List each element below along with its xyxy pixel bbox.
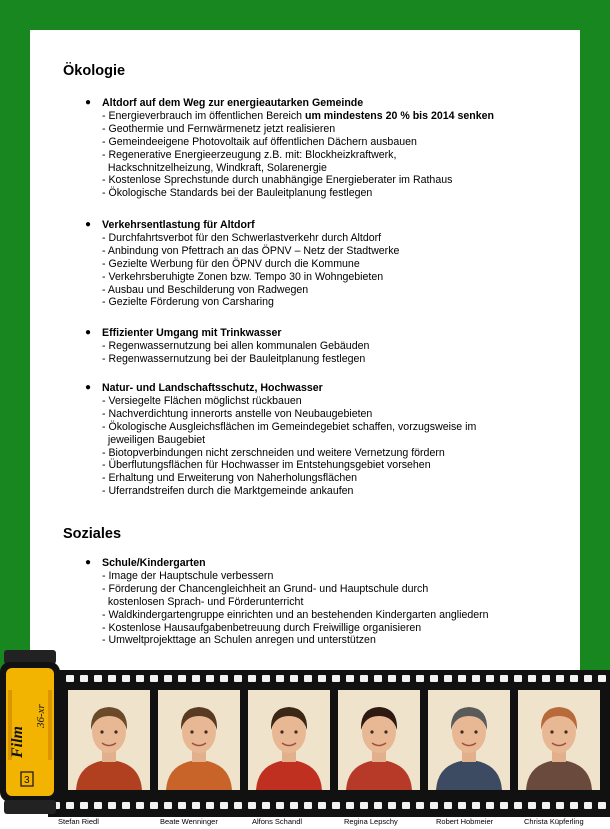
portrait-captions — [0, 817, 610, 829]
perforation-hole — [178, 802, 186, 809]
list-item: - Erhaltung und Erweiterung von Naherholungsflächen — [102, 472, 358, 485]
perforation-hole — [500, 802, 508, 809]
perforation-hole — [402, 675, 410, 682]
perforation-hole — [192, 802, 200, 809]
perforation-hole — [248, 675, 256, 682]
perforation-hole — [248, 802, 256, 809]
perforation-hole — [66, 675, 74, 682]
perforation-hole — [388, 802, 396, 809]
perforation-hole — [136, 802, 144, 809]
list-item: - Gezielte Förderung von Carsharing — [102, 296, 274, 309]
perforation-hole — [542, 802, 550, 809]
list-item: - Energieverbrauch im öffentlichen Bereich um mindestens 20 % bis 2014 senken — [102, 109, 494, 122]
perforation-hole — [94, 675, 102, 682]
topic-heading: Natur- und Landschaftsschutz, Hochwasser — [102, 382, 323, 394]
perforation-hole — [584, 802, 592, 809]
perforation-hole — [276, 802, 284, 809]
perforation-hole — [108, 675, 116, 682]
perforation-hole — [290, 802, 298, 809]
perforation-hole — [94, 802, 102, 809]
bullet-icon: ● — [85, 382, 92, 393]
perforation-hole — [276, 675, 284, 682]
portrait-photo — [248, 690, 330, 790]
perforation-hole — [430, 802, 438, 809]
list-item: Hackschnitzelheizung, Windkraft, Solarenergie — [102, 161, 327, 174]
perforation-hole — [108, 802, 116, 809]
bullet-icon: ● — [85, 557, 92, 568]
portrait-photo — [68, 690, 150, 790]
list-item: - Überflutungsflächen für Hochwasser im Entstehungsgebiet vorsehen — [102, 459, 431, 472]
portrait-name: Alfons Schandl — [252, 817, 303, 826]
topic-heading: Effizienter Umgang mit Trinkwasser — [102, 327, 282, 339]
perforation-hole — [122, 802, 130, 809]
topic-heading: Schule/Kindergarten — [102, 557, 206, 569]
perforation-hole — [66, 802, 74, 809]
perforation-hole — [346, 802, 354, 809]
film-cassette-icon — [0, 650, 62, 815]
film-perforation-top — [48, 674, 610, 684]
perforation-hole — [374, 802, 382, 809]
portrait-photo — [518, 690, 600, 790]
perforation-hole — [318, 802, 326, 809]
portrait-name: Stefan Riedl — [58, 817, 99, 826]
list-item: - Verkehrsberuhigte Zonen bzw. Tempo 30 in Wohngebieten — [102, 270, 384, 283]
perforation-hole — [374, 675, 382, 682]
topic-heading: Verkehrsentlastung für Altdorf — [102, 219, 255, 231]
perforation-hole — [416, 802, 424, 809]
list-item: - Ökologische Standards bei der Bauleitplanung festlegen — [102, 187, 373, 200]
list-item: - Nachverdichtung innerorts anstelle von Neubaugebieten — [102, 407, 373, 420]
perforation-hole — [584, 675, 592, 682]
section-title-soziales: Soziales — [63, 526, 122, 542]
list-item: - Förderung der Chancengleichheit an Grund- und Hauptschule durch — [102, 582, 429, 595]
portrait-name: Robert Hobmeier — [436, 817, 494, 826]
film-perforation-bottom — [48, 801, 610, 811]
list-item: - Kostenlose Sprechstunde durch unabhängige Energieberater im Rathaus — [102, 174, 453, 187]
cassette-label: Film — [9, 725, 26, 758]
perforation-hole — [290, 675, 298, 682]
perforation-hole — [500, 675, 508, 682]
perforation-hole — [528, 675, 536, 682]
perforation-hole — [458, 675, 466, 682]
perforation-hole — [444, 675, 452, 682]
perforation-hole — [206, 675, 214, 682]
perforation-hole — [164, 802, 172, 809]
portrait-name: Christa Küpferling — [524, 817, 584, 826]
perforation-hole — [318, 675, 326, 682]
perforation-hole — [262, 675, 270, 682]
list-item: - Waldkindergartengruppe einrichten und an bestehenden Kindergarten angliedern — [102, 608, 489, 621]
cassette-number: 3 — [24, 775, 30, 786]
list-item: - Durchfahrtsverbot für den Schwerlastverkehr durch Altdorf — [102, 231, 382, 244]
perforation-hole — [514, 802, 522, 809]
perforation-hole — [458, 802, 466, 809]
perforation-hole — [444, 802, 452, 809]
portrait-photo — [158, 690, 240, 790]
bullet-icon: ● — [85, 97, 92, 108]
perforation-hole — [164, 675, 172, 682]
perforation-hole — [150, 675, 158, 682]
perforation-hole — [472, 675, 480, 682]
perforation-hole — [542, 675, 550, 682]
perforation-hole — [122, 675, 130, 682]
section-title-oekologie: Ökologie — [63, 63, 126, 79]
list-item: - Ausbau und Beschilderung von Radwegen — [102, 283, 309, 296]
perforation-hole — [234, 675, 242, 682]
list-item: - Anbindung von Pfettrach an das ÖPNV – Netz der Stadtwerke — [102, 244, 400, 257]
perforation-hole — [528, 802, 536, 809]
perforation-hole — [178, 675, 186, 682]
list-item: - Versiegelte Flächen möglichst rückbauen — [102, 394, 302, 407]
perforation-hole — [486, 802, 494, 809]
perforation-hole — [220, 675, 228, 682]
perforation-hole — [206, 802, 214, 809]
perforation-hole — [192, 675, 200, 682]
portrait-photo — [428, 690, 510, 790]
perforation-hole — [360, 675, 368, 682]
perforation-hole — [304, 675, 312, 682]
film-strip — [48, 670, 610, 817]
list-item: jeweiligen Baugebiet — [102, 433, 206, 446]
portrait-frames — [68, 690, 600, 790]
list-item: - Kostenlose Hausaufgabenbetreuung durch Freiwillige organisieren — [102, 621, 422, 634]
list-item: - Biotopverbindungen nicht zerschneiden und weitere Vernetzung fördern — [102, 446, 445, 459]
bullet-icon: ● — [85, 219, 92, 230]
perforation-hole — [556, 802, 564, 809]
list-item: - Umweltprojekttage an Schulen anregen und unterstützen — [102, 634, 376, 647]
portrait-name: Beate Wenninger — [160, 817, 218, 826]
list-item: - Ökologische Ausgleichsflächen im Gemeindegebiet schaffen, vorzugsweise im — [102, 420, 477, 433]
perforation-hole — [388, 675, 396, 682]
perforation-hole — [570, 802, 578, 809]
perforation-hole — [80, 675, 88, 682]
perforation-hole — [262, 802, 270, 809]
perforation-hole — [556, 675, 564, 682]
list-item: - Geothermie und Fernwärmenetz jetzt realisieren — [102, 122, 336, 135]
list-item: - Regenwassernutzung bei der Bauleitplanung festlegen — [102, 352, 366, 365]
list-item: kostenlosen Sprach- und Förderunterricht — [102, 595, 304, 608]
perforation-hole — [598, 675, 606, 682]
list-item: - Gemeindeeigene Photovoltaik auf öffentlichen Dächern ausbauen — [102, 135, 417, 148]
list-item: - Regenerative Energieerzeugung z.B. mit: Blockheizkraftwerk, — [102, 148, 397, 161]
perforation-hole — [360, 802, 368, 809]
perforation-hole — [472, 802, 480, 809]
list-item: - Image der Hauptschule verbessern — [102, 569, 274, 582]
perforation-hole — [416, 675, 424, 682]
perforation-hole — [234, 802, 242, 809]
list-item: - Gezielte Werbung für den ÖPNV durch die Kommune — [102, 257, 360, 270]
perforation-hole — [332, 675, 340, 682]
perforation-hole — [80, 802, 88, 809]
portrait-photo — [338, 690, 420, 790]
cassette-code: 36-xr — [35, 704, 47, 728]
perforation-hole — [430, 675, 438, 682]
perforation-hole — [136, 675, 144, 682]
portrait-name: Regina Lepschy — [344, 817, 398, 826]
perforation-hole — [598, 802, 606, 809]
perforation-hole — [220, 802, 228, 809]
perforation-hole — [304, 802, 312, 809]
perforation-hole — [150, 802, 158, 809]
perforation-hole — [570, 675, 578, 682]
perforation-hole — [514, 675, 522, 682]
perforation-hole — [402, 802, 410, 809]
list-item: - Regenwassernutzung bei allen kommunalen Gebäuden — [102, 339, 370, 352]
list-item: - Uferrandstreifen durch die Marktgemeinde ankaufen — [102, 485, 354, 498]
bullet-icon: ● — [85, 327, 92, 338]
perforation-hole — [486, 675, 494, 682]
document-page — [30, 30, 580, 678]
perforation-hole — [332, 802, 340, 809]
perforation-hole — [346, 675, 354, 682]
topic-heading: Altdorf auf dem Weg zur energieautarken Gemeinde — [102, 97, 364, 109]
